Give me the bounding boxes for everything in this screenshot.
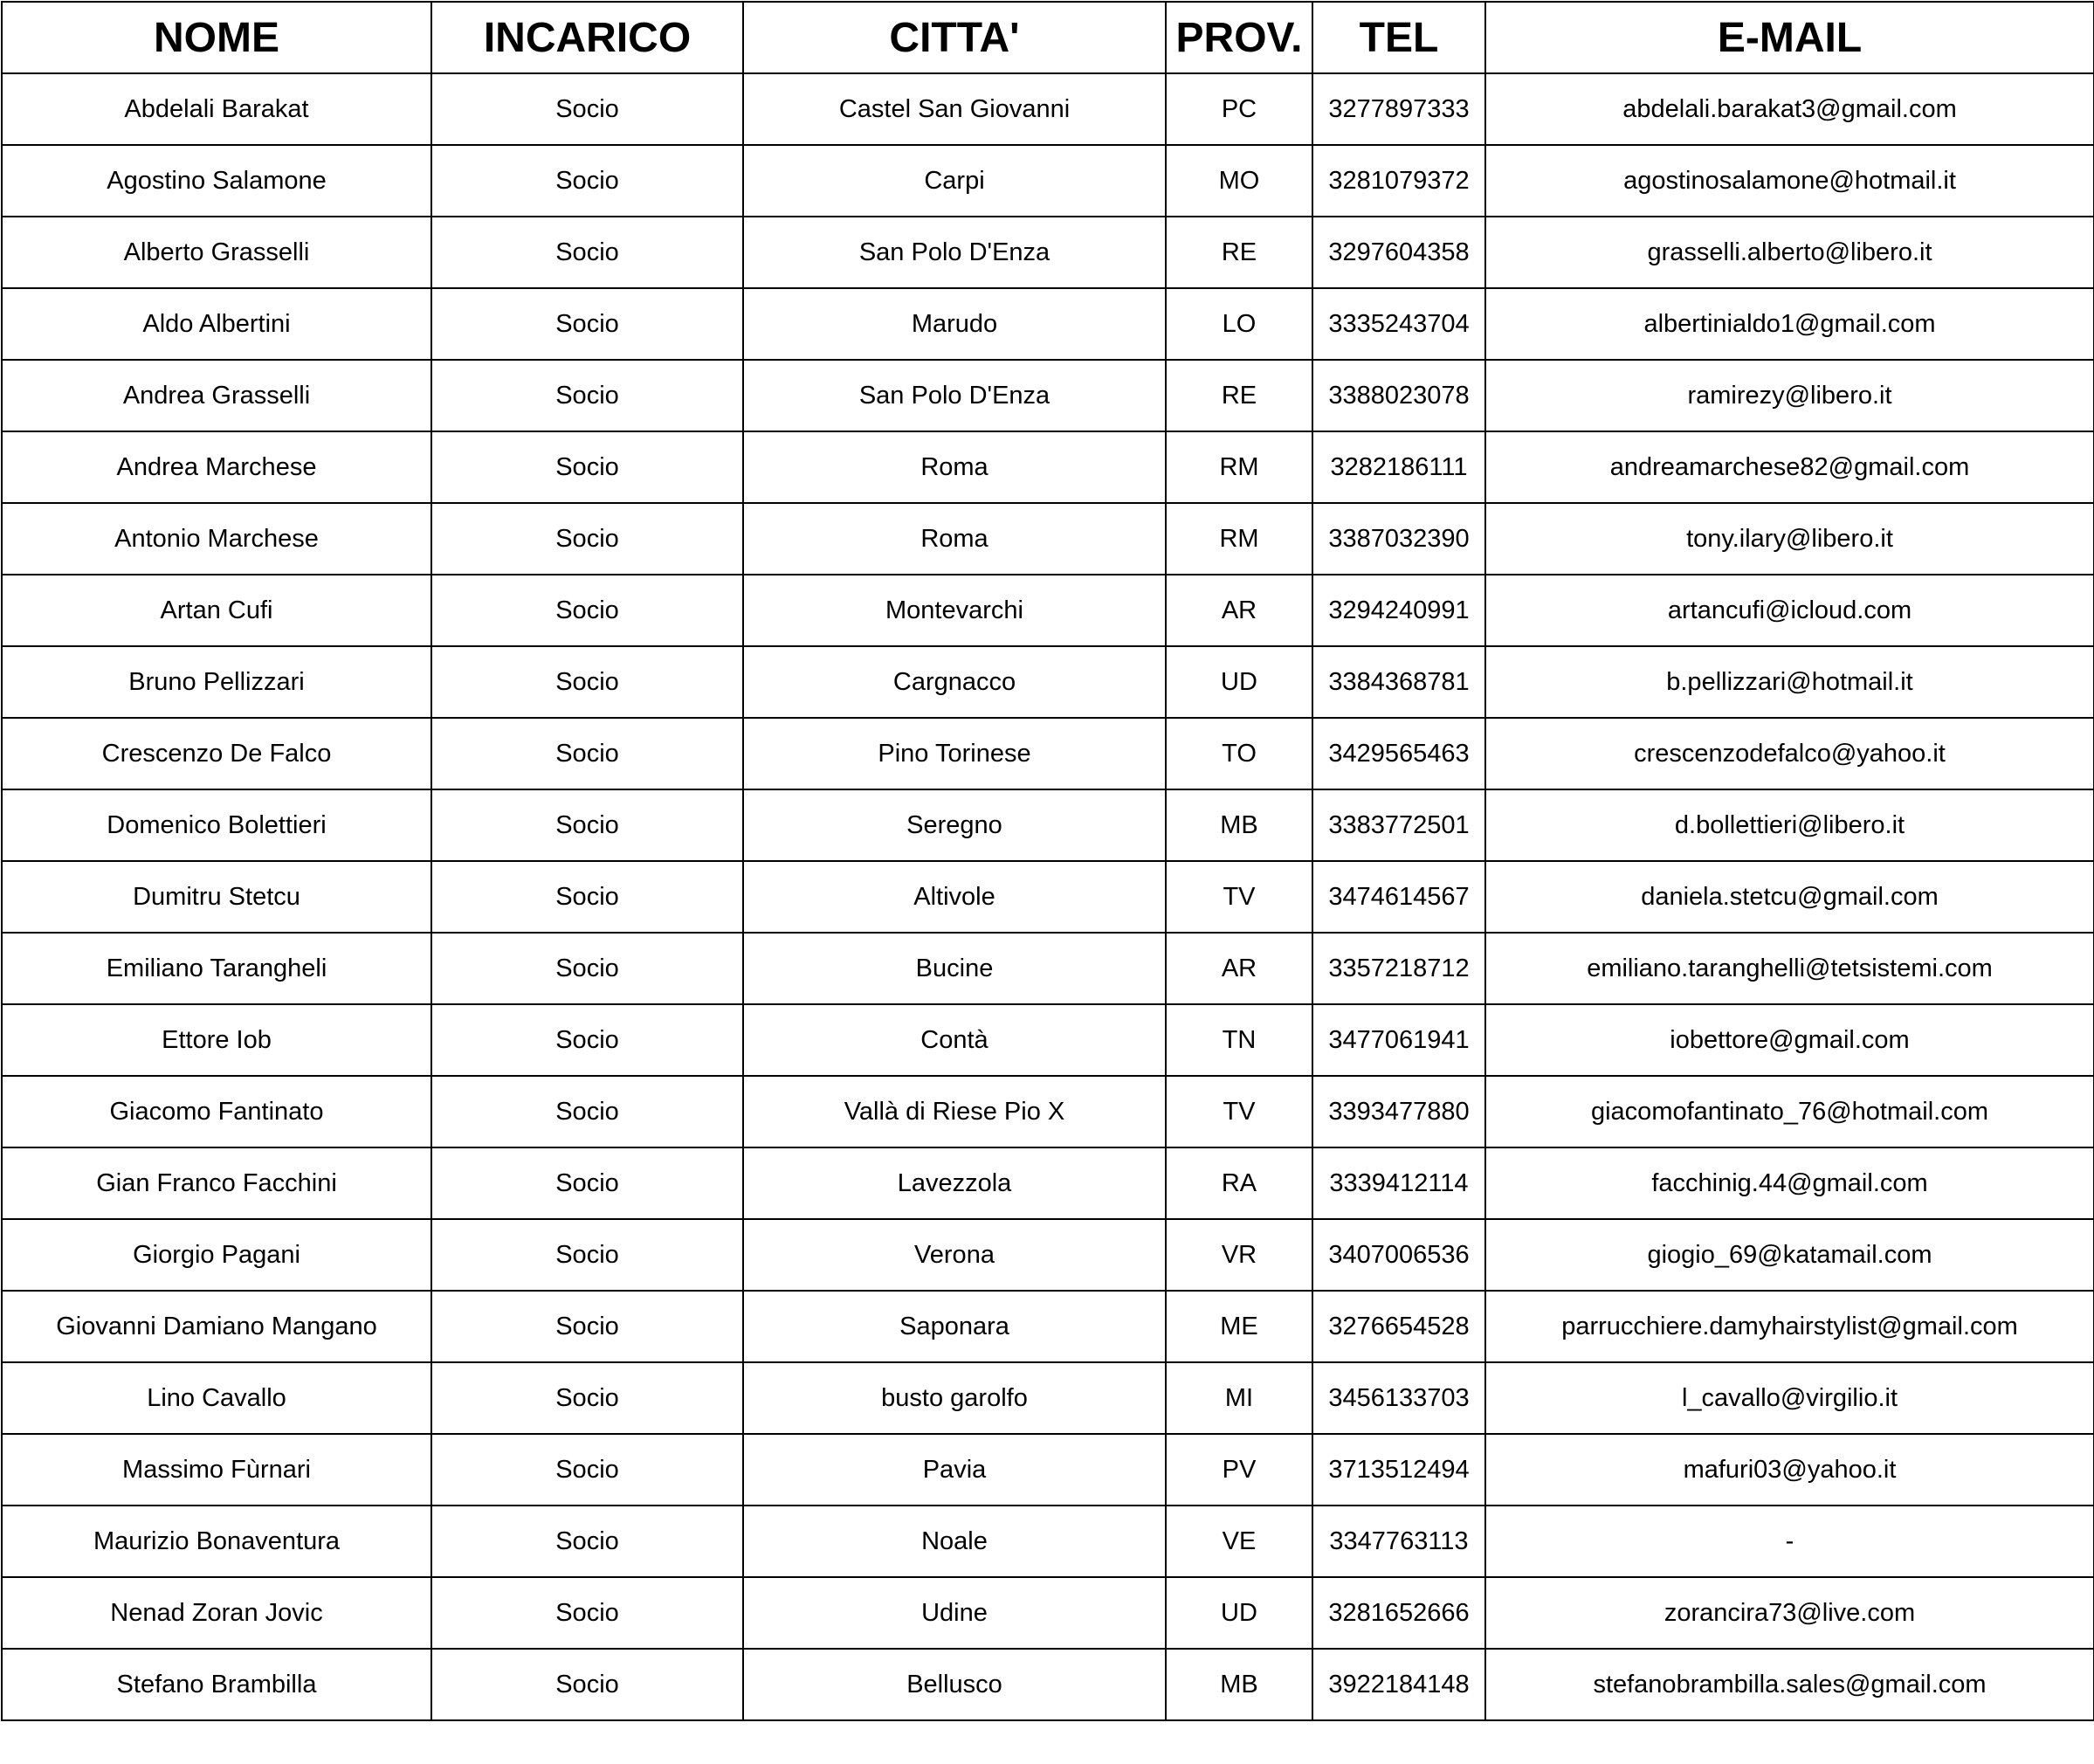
cell-tel: 3294240991 [1312, 575, 1485, 646]
cell-prov: RE [1166, 360, 1312, 431]
table-row [2, 1291, 2094, 1362]
cell-prov: LO [1166, 288, 1312, 360]
cell-email: tony.ilary@libero.it [1485, 503, 2094, 575]
cell-nome: Aldo Albertini [2, 288, 431, 360]
cell-prov: TV [1166, 861, 1312, 933]
cell-incarico: Socio [431, 575, 743, 646]
table-row [2, 503, 2094, 575]
cell-citta: Altivole [743, 861, 1166, 933]
cell-incarico: Socio [431, 1506, 743, 1577]
cell-citta: Noale [743, 1506, 1166, 1577]
cell-nome: Crescenzo De Falco [2, 718, 431, 789]
cell-citta: Vallà di Riese Pio X [743, 1076, 1166, 1147]
cell-nome: Bruno Pellizzari [2, 646, 431, 718]
cell-incarico: Socio [431, 145, 743, 217]
cell-citta: Bellusco [743, 1649, 1166, 1720]
cell-citta: Marudo [743, 288, 1166, 360]
table-row [2, 1506, 2094, 1577]
cell-tel: 3357218712 [1312, 933, 1485, 1004]
cell-incarico: Socio [431, 1219, 743, 1291]
cell-citta: Montevarchi [743, 575, 1166, 646]
cell-incarico: Socio [431, 1649, 743, 1720]
cell-incarico: Socio [431, 431, 743, 503]
cell-email: albertinialdo1@gmail.com [1485, 288, 2094, 360]
cell-tel: 3393477880 [1312, 1076, 1485, 1147]
table-row [2, 1362, 2094, 1434]
header-tel: TEL [1312, 2, 1485, 73]
cell-nome: Stefano Brambilla [2, 1649, 431, 1720]
cell-email: l_cavallo@virgilio.it [1485, 1362, 2094, 1434]
cell-email: grasselli.alberto@libero.it [1485, 217, 2094, 288]
cell-incarico: Socio [431, 861, 743, 933]
header-nome: NOME [2, 2, 431, 73]
cell-nome: Agostino Salamone [2, 145, 431, 217]
cell-email: ramirezy@libero.it [1485, 360, 2094, 431]
cell-citta: Cargnacco [743, 646, 1166, 718]
cell-nome: Dumitru Stetcu [2, 861, 431, 933]
cell-incarico: Socio [431, 718, 743, 789]
cell-tel: 3429565463 [1312, 718, 1485, 789]
cell-tel: 3388023078 [1312, 360, 1485, 431]
cell-incarico: Socio [431, 1004, 743, 1076]
cell-email: b.pellizzari@hotmail.it [1485, 646, 2094, 718]
table-row [2, 1434, 2094, 1506]
cell-email: crescenzodefalco@yahoo.it [1485, 718, 2094, 789]
table-row [2, 575, 2094, 646]
cell-tel: 3282186111 [1312, 431, 1485, 503]
cell-tel: 3281079372 [1312, 145, 1485, 217]
cell-nome: Emiliano Tarangheli [2, 933, 431, 1004]
header-prov: PROV. [1166, 2, 1312, 73]
cell-prov: PV [1166, 1434, 1312, 1506]
cell-citta: Roma [743, 431, 1166, 503]
table-row [2, 1577, 2094, 1649]
cell-citta: San Polo D'Enza [743, 217, 1166, 288]
cell-email: stefanobrambilla.sales@gmail.com [1485, 1649, 2094, 1720]
cell-citta: Saponara [743, 1291, 1166, 1362]
cell-nome: Nenad Zoran Jovic [2, 1577, 431, 1649]
cell-prov: PC [1166, 73, 1312, 145]
cell-incarico: Socio [431, 1362, 743, 1434]
cell-citta: Pino Torinese [743, 718, 1166, 789]
cell-tel: 3276654528 [1312, 1291, 1485, 1362]
cell-citta: Lavezzola [743, 1147, 1166, 1219]
table-row [2, 1004, 2094, 1076]
cell-prov: VE [1166, 1506, 1312, 1577]
cell-prov: UD [1166, 1577, 1312, 1649]
cell-email: abdelali.barakat3@gmail.com [1485, 73, 2094, 145]
table-row [2, 1219, 2094, 1291]
header-email: E-MAIL [1485, 2, 2094, 73]
cell-email: emiliano.taranghelli@tetsistemi.com [1485, 933, 2094, 1004]
table-row [2, 861, 2094, 933]
cell-prov: TO [1166, 718, 1312, 789]
cell-email: - [1485, 1506, 2094, 1577]
table-row [2, 1147, 2094, 1219]
cell-prov: TN [1166, 1004, 1312, 1076]
cell-nome: Artan Cufi [2, 575, 431, 646]
cell-email: parrucchiere.damyhairstylist@gmail.com [1485, 1291, 2094, 1362]
table-body [2, 73, 2094, 1720]
cell-incarico: Socio [431, 288, 743, 360]
cell-tel: 3339412114 [1312, 1147, 1485, 1219]
cell-nome: Lino Cavallo [2, 1362, 431, 1434]
cell-tel: 3297604358 [1312, 217, 1485, 288]
cell-incarico: Socio [431, 1577, 743, 1649]
cell-citta: Castel San Giovanni [743, 73, 1166, 145]
table-row [2, 718, 2094, 789]
cell-nome: Antonio Marchese [2, 503, 431, 575]
cell-tel: 3335243704 [1312, 288, 1485, 360]
cell-tel: 3922184148 [1312, 1649, 1485, 1720]
table-row [2, 145, 2094, 217]
header-row [2, 2, 2094, 73]
cell-citta: Bucine [743, 933, 1166, 1004]
table-row [2, 217, 2094, 288]
cell-prov: MB [1166, 789, 1312, 861]
cell-tel: 3277897333 [1312, 73, 1485, 145]
cell-email: artancufi@icloud.com [1485, 575, 2094, 646]
cell-citta: Seregno [743, 789, 1166, 861]
cell-nome: Gian Franco Facchini [2, 1147, 431, 1219]
cell-citta: Udine [743, 1577, 1166, 1649]
cell-email: mafuri03@yahoo.it [1485, 1434, 2094, 1506]
table-row [2, 73, 2094, 145]
cell-citta: Carpi [743, 145, 1166, 217]
cell-tel: 3456133703 [1312, 1362, 1485, 1434]
table-row [2, 288, 2094, 360]
members-table [1, 1, 2094, 1721]
cell-citta: busto garolfo [743, 1362, 1166, 1434]
cell-prov: RA [1166, 1147, 1312, 1219]
cell-incarico: Socio [431, 1291, 743, 1362]
cell-email: facchinig.44@gmail.com [1485, 1147, 2094, 1219]
cell-citta: Pavia [743, 1434, 1166, 1506]
cell-email: giogio_69@katamail.com [1485, 1219, 2094, 1291]
cell-tel: 3474614567 [1312, 861, 1485, 933]
cell-incarico: Socio [431, 646, 743, 718]
cell-incarico: Socio [431, 217, 743, 288]
cell-incarico: Socio [431, 73, 743, 145]
table-row [2, 933, 2094, 1004]
cell-prov: TV [1166, 1076, 1312, 1147]
cell-prov: MB [1166, 1649, 1312, 1720]
cell-prov: AR [1166, 933, 1312, 1004]
header-incarico: INCARICO [431, 2, 743, 73]
table-row [2, 360, 2094, 431]
cell-nome: Ettore Iob [2, 1004, 431, 1076]
cell-tel: 3383772501 [1312, 789, 1485, 861]
cell-prov: ME [1166, 1291, 1312, 1362]
cell-prov: RE [1166, 217, 1312, 288]
cell-prov: VR [1166, 1219, 1312, 1291]
header-citta: CITTA' [743, 2, 1166, 73]
cell-citta: Verona [743, 1219, 1166, 1291]
cell-prov: UD [1166, 646, 1312, 718]
cell-email: d.bollettieri@libero.it [1485, 789, 2094, 861]
cell-incarico: Socio [431, 1076, 743, 1147]
cell-prov: RM [1166, 503, 1312, 575]
cell-incarico: Socio [431, 360, 743, 431]
cell-email: zorancira73@live.com [1485, 1577, 2094, 1649]
cell-email: daniela.stetcu@gmail.com [1485, 861, 2094, 933]
table-row [2, 789, 2094, 861]
cell-incarico: Socio [431, 503, 743, 575]
cell-nome: Giorgio Pagani [2, 1219, 431, 1291]
cell-prov: AR [1166, 575, 1312, 646]
table-row [2, 646, 2094, 718]
cell-citta: San Polo D'Enza [743, 360, 1166, 431]
cell-incarico: Socio [431, 789, 743, 861]
cell-prov: MI [1166, 1362, 1312, 1434]
table-row [2, 431, 2094, 503]
cell-incarico: Socio [431, 1147, 743, 1219]
cell-tel: 3384368781 [1312, 646, 1485, 718]
cell-nome: Giovanni Damiano Mangano [2, 1291, 431, 1362]
cell-incarico: Socio [431, 933, 743, 1004]
cell-tel: 3347763113 [1312, 1506, 1485, 1577]
table-row [2, 1076, 2094, 1147]
cell-nome: Andrea Grasselli [2, 360, 431, 431]
cell-email: andreamarchese82@gmail.com [1485, 431, 2094, 503]
cell-nome: Giacomo Fantinato [2, 1076, 431, 1147]
cell-tel: 3477061941 [1312, 1004, 1485, 1076]
cell-tel: 3281652666 [1312, 1577, 1485, 1649]
cell-tel: 3387032390 [1312, 503, 1485, 575]
cell-email: agostinosalamone@hotmail.it [1485, 145, 2094, 217]
cell-nome: Domenico Bolettieri [2, 789, 431, 861]
cell-nome: Andrea Marchese [2, 431, 431, 503]
cell-incarico: Socio [431, 1434, 743, 1506]
cell-tel: 3713512494 [1312, 1434, 1485, 1506]
cell-email: iobettore@gmail.com [1485, 1004, 2094, 1076]
cell-nome: Abdelali Barakat [2, 73, 431, 145]
cell-prov: RM [1166, 431, 1312, 503]
cell-prov: MO [1166, 145, 1312, 217]
cell-nome: Maurizio Bonaventura [2, 1506, 431, 1577]
cell-nome: Massimo Fùrnari [2, 1434, 431, 1506]
cell-nome: Alberto Grasselli [2, 217, 431, 288]
cell-email: giacomofantinato_76@hotmail.com [1485, 1076, 2094, 1147]
cell-tel: 3407006536 [1312, 1219, 1485, 1291]
table-row [2, 1649, 2094, 1720]
cell-citta: Contà [743, 1004, 1166, 1076]
cell-citta: Roma [743, 503, 1166, 575]
